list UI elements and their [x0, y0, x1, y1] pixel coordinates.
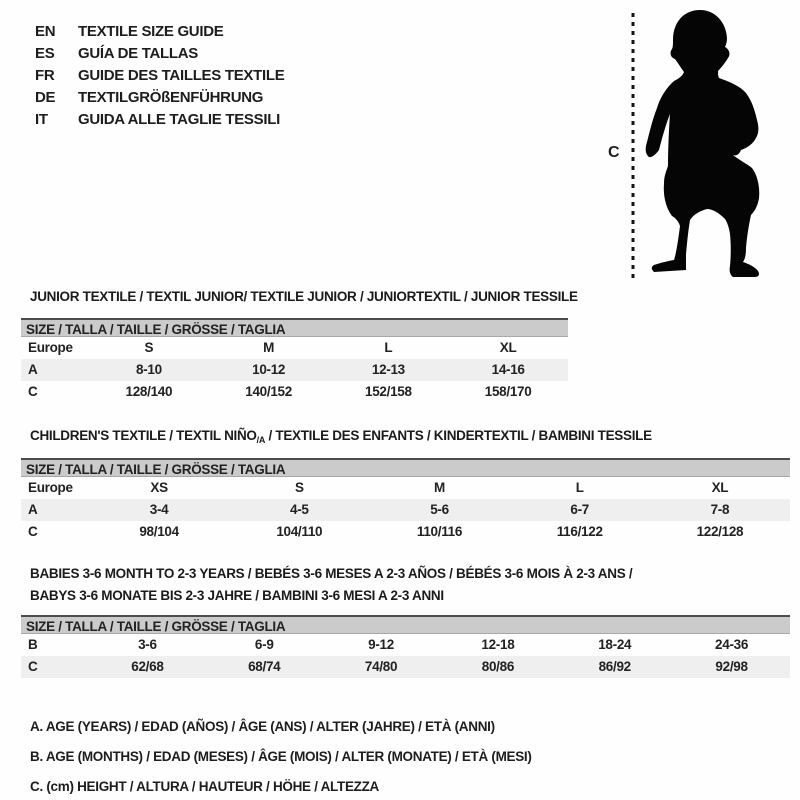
language-label: GUIDA ALLE TAGLIE TESSILI	[78, 111, 280, 128]
table-cell: 74/80	[364, 659, 398, 674]
language-label: TEXTILE SIZE GUIDE	[78, 23, 224, 40]
table-row	[21, 521, 790, 543]
table-cell: 92/98	[715, 659, 748, 674]
language-code: IT	[35, 111, 48, 128]
table-cell: 6-7	[570, 502, 590, 517]
table-cell: 5-6	[430, 502, 449, 517]
table-cell: M	[263, 340, 275, 355]
size-table-header-bar: SIZE / TALLA / TAILLE / GRÖSSE / TAGLIA	[21, 615, 790, 634]
row-label: C	[28, 384, 38, 399]
table-row	[21, 337, 568, 359]
children-title-pre: CHILDREN'S TEXTILE / TEXTIL NIÑO	[30, 428, 257, 443]
row-label: A	[28, 362, 38, 377]
table-row	[21, 499, 790, 521]
table-cell: L	[384, 340, 393, 355]
table-cell: 24-36	[715, 637, 749, 652]
table-cell: 116/122	[556, 524, 603, 539]
footnote-legend	[30, 712, 532, 800]
table-cell: 9-12	[368, 637, 394, 652]
table-cell: 10-12	[252, 362, 286, 377]
row-label: B	[28, 637, 38, 652]
table-cell: M	[434, 480, 445, 495]
row-label: Europe	[28, 480, 73, 495]
babies-title-line1: BABIES 3-6 MONTH TO 2-3 YEARS / BEBÉS 3-6 MESES A 2-3 AÑOS / BÉBÉS 3-6 MOIS À 2-3 ANS /	[30, 566, 633, 581]
table-cell: 152/158	[365, 384, 412, 399]
row-label: C	[28, 524, 38, 539]
table-cell: 7-8	[710, 502, 730, 517]
language-row	[35, 87, 284, 109]
row-label: C	[28, 659, 38, 674]
table-cell: S	[294, 480, 304, 495]
babies-title-line2: BABYS 3-6 MONATE BIS 2-3 JAHRE / BAMBINI 3-6 MESI A 2-3 ANNI	[30, 588, 444, 603]
junior-size-table	[21, 318, 568, 403]
children-section-title	[30, 428, 652, 445]
table-cell: XS	[150, 480, 168, 495]
language-code: DE	[35, 89, 56, 106]
table-cell: XL	[499, 340, 517, 355]
table-cell: 104/110	[276, 524, 323, 539]
row-label: Europe	[28, 340, 73, 355]
table-cell: 12-13	[371, 362, 405, 377]
language-code: ES	[35, 45, 55, 62]
language-row	[35, 65, 284, 87]
footnote-height-cm: C. (cm) HEIGHT / ALTURA / HAUTEUR / HÖHE / ALTEZZA	[30, 779, 379, 794]
table-cell: 6-9	[254, 637, 274, 652]
table-cell: 8-10	[135, 362, 162, 377]
table-cell: 122/128	[696, 524, 744, 539]
table-cell: 80/86	[481, 659, 515, 674]
table-cell: L	[575, 480, 584, 495]
table-row	[21, 381, 568, 403]
table-cell: 158/170	[484, 384, 532, 399]
table-cell: 3-6	[138, 637, 157, 652]
children-title-post: / TEXTILE DES ENFANTS / KINDERTEXTIL / BAMBINI TESSILE	[265, 428, 652, 443]
table-cell: 4-5	[289, 502, 309, 517]
height-measure-dashed-line-icon	[630, 13, 636, 280]
table-row	[21, 477, 790, 499]
height-measure-label: C	[608, 144, 620, 161]
footnote-age-months: B. AGE (MONTHS) / EDAD (MESES) / ÂGE (MOIS) / ALTER (MONATE) / ETÀ (MESI)	[30, 749, 532, 764]
table-cell: 86/92	[598, 659, 631, 674]
row-label: A	[28, 502, 38, 517]
children-size-table	[21, 458, 790, 543]
footnote-age-years: A. AGE (YEARS) / EDAD (AÑOS) / ÂGE (ANS) / ALTER (JAHRE) / ETÀ (ANNI)	[30, 719, 495, 734]
language-row	[35, 21, 284, 43]
table-cell: 68/74	[248, 659, 281, 674]
table-cell: 128/140	[125, 384, 173, 399]
language-row	[35, 43, 284, 65]
table-cell: 12-18	[481, 637, 515, 652]
junior-section-title: JUNIOR TEXTILE / TEXTIL JUNIOR/ TEXTILE JUNIOR / JUNIORTEXTIL / JUNIOR TESSILE	[30, 289, 578, 304]
toddler-silhouette-icon	[640, 8, 780, 280]
language-code: FR	[35, 67, 55, 84]
table-cell: 3-4	[149, 502, 169, 517]
table-cell: 14-16	[491, 362, 525, 377]
babies-section-title	[30, 563, 632, 607]
table-cell: 98/104	[139, 524, 179, 539]
language-code: EN	[35, 23, 56, 40]
children-title-subscript: /A	[256, 435, 266, 445]
table-cell: 62/68	[131, 659, 164, 674]
language-label: TEXTILGRÖßENFÜHRUNG	[78, 89, 264, 106]
babies-size-table	[21, 615, 790, 678]
table-row	[21, 359, 568, 381]
language-label: GUIDE DES TAILLES TEXTILE	[78, 67, 285, 84]
table-cell: XL	[711, 480, 729, 495]
table-row	[21, 634, 790, 656]
table-cell: 18-24	[598, 637, 632, 652]
size-table-header-bar: SIZE / TALLA / TAILLE / GRÖSSE / TAGLIA	[21, 318, 568, 337]
table-row	[21, 656, 790, 678]
table-cell: S	[144, 340, 154, 355]
language-row	[35, 109, 284, 131]
language-label: GUÍA DE TALLAS	[78, 45, 198, 62]
table-cell: 140/152	[245, 384, 292, 399]
table-cell: 110/116	[416, 524, 463, 539]
language-list	[35, 21, 284, 131]
size-table-header-bar: SIZE / TALLA / TAILLE / GRÖSSE / TAGLIA	[21, 458, 790, 477]
